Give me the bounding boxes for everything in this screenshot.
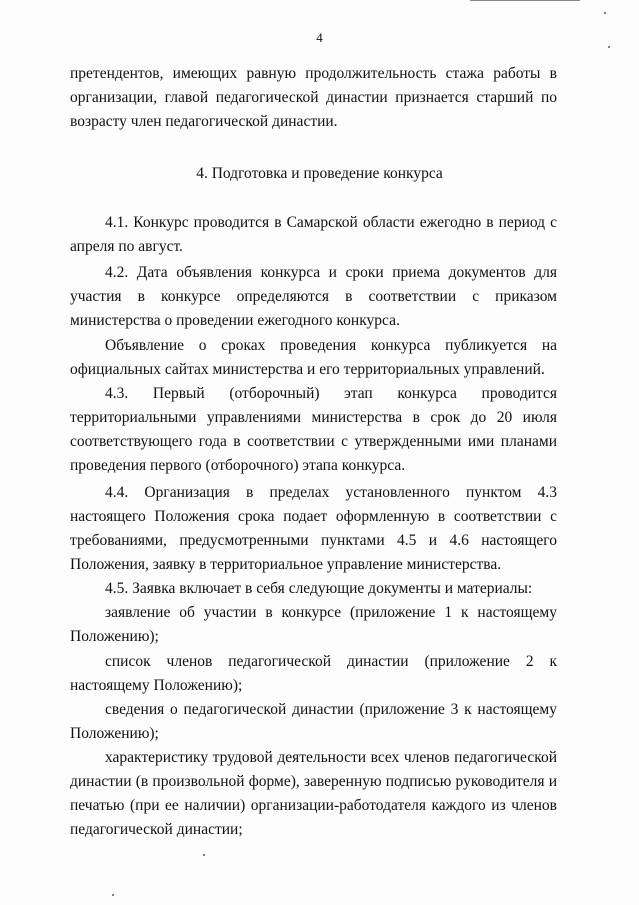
list-item-characteristics: характеристику трудовой деятельности всех членов педагогической династии (в произвольной форме), заверенную подписью руководителя и печатью (при ее наличии) организации-работодателя каждого из членов педагогической династии; <box>70 749 557 838</box>
list-item-members-list: список членов педагогической династии (приложение 2 к настоящему Положению); <box>70 653 557 694</box>
scan-edge-line <box>470 0 580 1</box>
section-heading: 4. Подготовка и проведение конкурса <box>196 165 443 182</box>
scan-speck <box>203 854 205 856</box>
list-item-dynasty-info: сведения о педагогической династии (приложение 3 к настоящему Положению); <box>70 701 557 742</box>
scan-speck <box>604 12 606 14</box>
scan-speck <box>608 46 610 48</box>
paragraph-continuation: претендентов, имеющих равную продолжительность стажа работы в организации, главой педагогической династии признается старший по возрасту член педагогической династии. <box>70 65 557 130</box>
paragraph-4-1: 4.1. Конкурс проводится в Самарской области ежегодно в период с апреля по август. <box>70 214 557 255</box>
list-item-application: заявление об участии в конкурсе (приложение 1 к настоящему Положению); <box>70 604 557 645</box>
paragraph-4-2: 4.2. Дата объявления конкурса и сроки приема документов для участия в конкурсе определяются в соответствии с приказом министерства о проведении ежегодного конкурса. <box>70 264 557 329</box>
paragraph-announcement: Объявление о сроках проведения конкурса публикуется на официальных сайтах министерства и его территориальных управлений. <box>70 337 557 378</box>
scan-speck <box>112 894 114 896</box>
paragraph-4-5: 4.5. Заявка включает в себя следующие документы и материалы: <box>105 580 533 597</box>
page-number: 4 <box>316 30 323 45</box>
paragraph-4-3: 4.3. Первый (отборочный) этап конкурса проводится территориальными управлениями министерства в срок до 20 июля соответствующего года в соответствии с утвержденными ими планами проведения первого (отборочного) этапа конкурса. <box>70 385 557 474</box>
paragraph-4-4: 4.4. Организация в пределах установленного пунктом 4.3 настоящего Положения срока подает оформленную в соответствии с требованиями, предусмотренными пунктами 4.5 и 4.6 настоящего Положения, заявку в территориальное управление министерства. <box>70 484 557 573</box>
